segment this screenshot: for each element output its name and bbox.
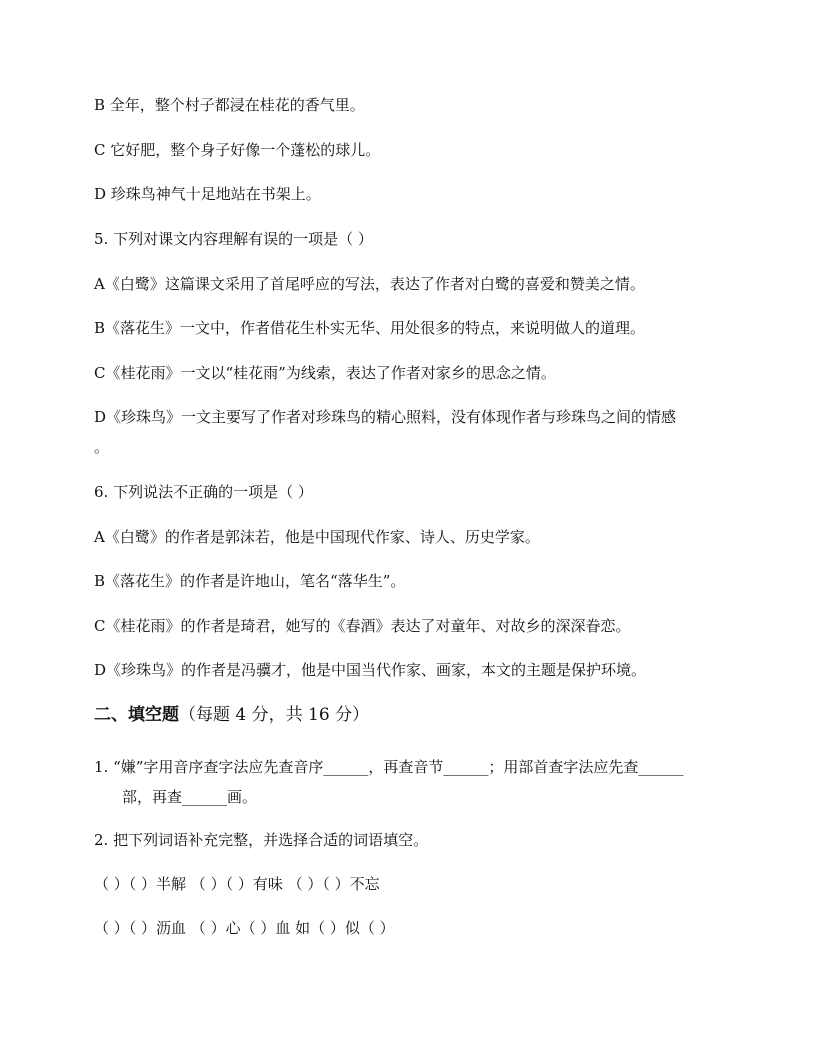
fill-question-2: 2. 把下列词语补充完整，并选择合适的词语填空。 — [94, 831, 429, 849]
question-5-option-a: A《白鹭》这篇课文采用了首尾呼应的写法，表达了作者对白鹭的喜爱和赞美之情。 — [94, 275, 645, 293]
question-6-option-d: D《珍珠鸟》的作者是冯骥才，他是中国当代作家、画家，本文的主题是保护环境。 — [94, 661, 647, 679]
question-5-option-d: D《珍珠鸟》一文主要写了作者对珍珠鸟的精心照料，没有体现作者与珍珠鸟之间的情感 — [94, 408, 677, 426]
option-b-line: B 全年，整个村子都浸在桂花的香气里。 — [94, 96, 365, 114]
question-5-option-c: C《桂花雨》一文以“桂花雨”为线索，表达了作者对家乡的思念之情。 — [94, 364, 556, 382]
fill-question-2-words-row-1: （ ）（ ）半解 （ ）（ ）有味 （ ）（ ）不忘 — [94, 875, 380, 893]
fill-question-2-words-row-2: （ ）（ ）沥血 （ ）心（ ）血 如（ ）似（ ） — [94, 919, 395, 937]
fill-question-1: 1. “嫌”字用音序查字法应先查音序______，再查音节______；用部首查字法应先查______ — [94, 758, 684, 776]
question-6: 6. 下列说法不正确的一项是（ ） — [94, 483, 313, 501]
option-d-line: D 珍珠鸟神气十足地站在书架上。 — [94, 185, 321, 203]
section-2-title: 二、填空题 — [94, 705, 179, 725]
option-c-line: C 它好肥，整个身子好像一个蓬松的球儿。 — [94, 141, 381, 159]
question-5: 5. 下列对课文内容理解有误的一项是（ ） — [94, 230, 373, 248]
fill-question-1-continuation: 部，再查______画。 — [122, 788, 258, 806]
section-2-score-note: （每题 4 分，共 16 分） — [179, 705, 370, 725]
question-6-option-c: C《桂花雨》的作者是琦君，她写的《春酒》表达了对童年、对故乡的深深眷恋。 — [94, 617, 631, 635]
question-6-option-a: A《白鹭》的作者是郭沫若，他是中国现代作家、诗人、历史学家。 — [94, 528, 540, 546]
question-5-option-d-continuation: 。 — [94, 438, 110, 456]
question-5-option-b: B《落花生》一文中，作者借花生朴实无华、用处很多的特点，来说明做人的道理。 — [94, 319, 646, 337]
section-2-heading — [94, 705, 369, 725]
question-6-option-b: B《落花生》的作者是许地山，笔名“落华生”。 — [94, 572, 406, 590]
